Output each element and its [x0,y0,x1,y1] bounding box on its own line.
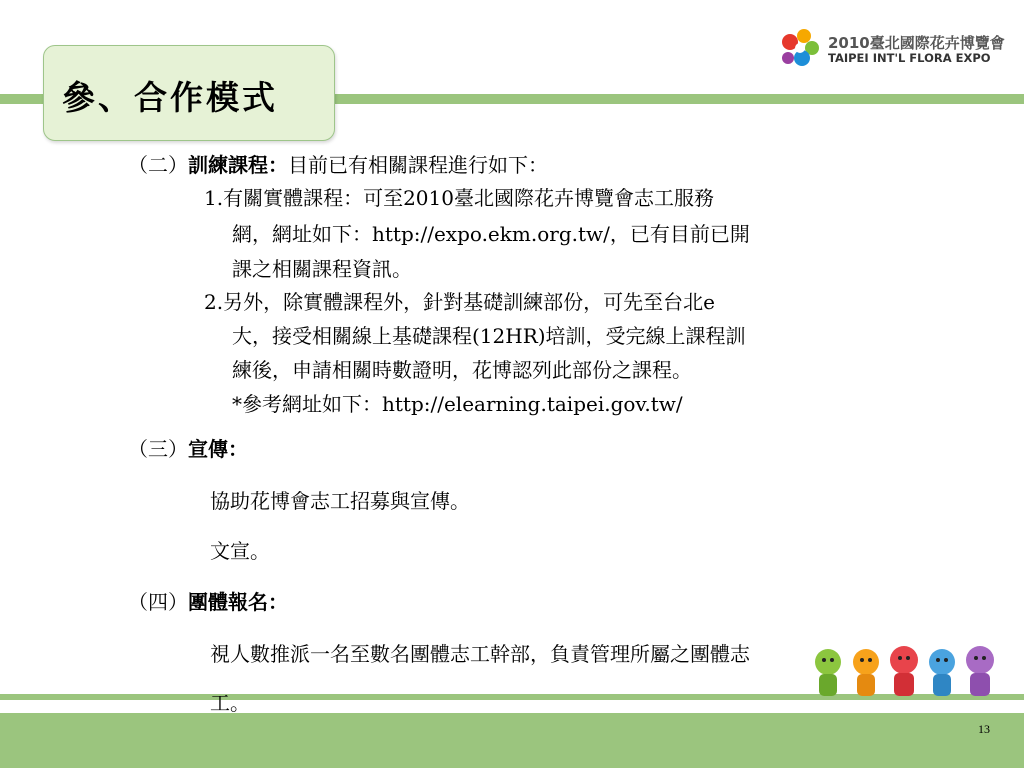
section-2-heading [128,152,548,178]
item-1-line-1: 1.有關實體課程：可至2010臺北國際花卉博覽會志工服務 [204,186,714,210]
section-3-line-2: 文宣。 [210,539,270,563]
item-2-reference-url: *參考網址如下：http://elearning.taipei.gov.tw/ [232,392,683,416]
flora-expo-logo [776,26,1005,74]
section-4-line-2: 工。 [210,691,250,715]
mascot-green [815,649,841,696]
item-1-line-3: 課之相關課程資訊。 [232,257,412,281]
footer-band [0,713,1024,768]
mascot-red [890,646,918,696]
section-4-number: （四） [128,590,188,614]
item-2-line-1: 2.另外，除實體課程外，針對基礎訓練部份，可先至台北e [204,290,715,314]
section-2-label: 訓練課程： [188,153,288,177]
page-number: 13 [978,722,990,736]
section-4-line-1: 視人數推派一名至數名團體志工幹部，負責管理所屬之團體志 [210,642,750,666]
section-4-label: 團體報名： [188,590,288,614]
mascot-purple [966,646,994,696]
item-1-line-2: 網，網址如下：http://expo.ekm.org.tw/，已有目前已開 [232,222,750,246]
section-3-line-1: 協助花博會志工招募與宣傳。 [210,489,470,513]
mascot-blue [929,649,955,696]
section-3-label: 宣傳： [188,437,248,461]
section-2-intro: 目前已有相關課程進行如下： [288,153,548,177]
section-3-number: （三） [128,437,188,461]
section-3-heading [128,436,248,462]
mascot-illustration [808,636,1000,706]
logo-english-text: TAIPEI INT'L FLORA EXPO [828,51,991,65]
slide-title: 參、合作模式 [62,78,278,117]
logo-chinese-text: 2010臺北國際花卉博覽會 [828,34,1005,52]
flower-logo-icon [776,26,824,74]
item-2-line-2: 大，接受相關線上基礎課程(12HR)培訓，受完線上課程訓 [232,324,746,348]
item-2-line-3: 練後，申請相關時數證明，花博認列此部份之課程。 [232,358,692,382]
section-4-heading [128,589,288,615]
mascot-orange [853,649,879,696]
section-2-number: （二） [128,153,188,177]
